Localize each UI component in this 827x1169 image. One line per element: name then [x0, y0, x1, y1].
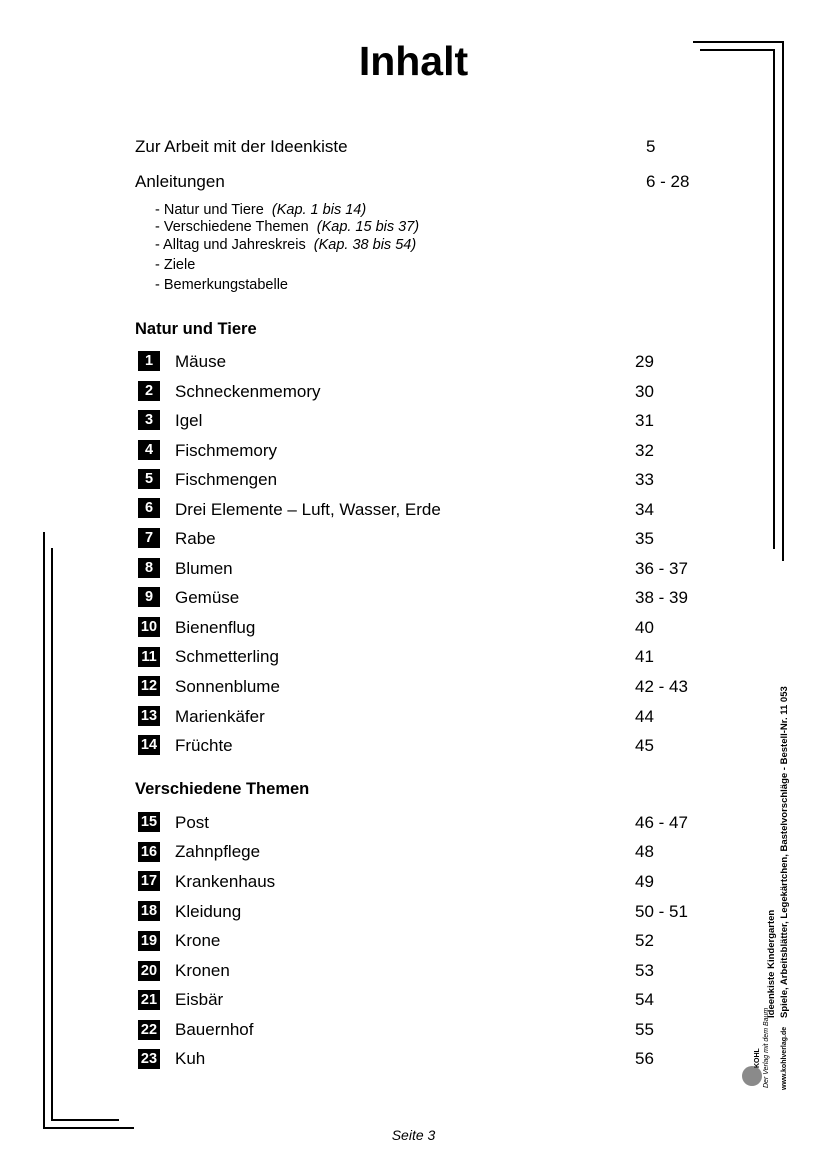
chapter-number: 8 [138, 558, 160, 578]
page-number: Seite 3 [391, 1127, 436, 1143]
toc-entry-label: Anleitungen [135, 172, 225, 191]
frame-line-right-outer [782, 41, 784, 561]
chapter-number: 14 [138, 735, 160, 755]
chapter-page: 50 - 51 [635, 902, 688, 921]
sub-item: - Bemerkungstabelle [155, 277, 288, 293]
frame-line-bottom-inner [51, 1119, 119, 1121]
chapter-page: 29 [635, 352, 654, 371]
chapter-title: Drei Elemente – Luft, Wasser, Erde [175, 500, 441, 519]
section-heading: Verschiedene Themen [135, 780, 310, 798]
chapter-number: 16 [138, 842, 160, 862]
chapter-title: Schmetterling [175, 647, 279, 666]
chapter-page: 33 [635, 470, 654, 489]
chapter-number: 4 [138, 440, 160, 460]
chapter-page: 41 [635, 647, 654, 666]
chapter-title: Post [175, 813, 210, 832]
chapter-page: 30 [635, 382, 654, 401]
chapter-page: 44 [635, 707, 654, 726]
chapter-page: 42 - 43 [635, 677, 688, 696]
tree-logo-icon [742, 1066, 762, 1086]
chapter-number: 20 [138, 961, 160, 981]
chapter-page: 34 [635, 500, 654, 519]
chapter-title: Schneckenmemory [175, 382, 321, 401]
frame-line-left-inner [51, 548, 53, 1120]
chapter-number: 9 [138, 587, 160, 607]
publisher-name: KOHL [754, 1048, 761, 1068]
chapter-page: 55 [635, 1020, 654, 1039]
frame-line-top-outer [693, 41, 784, 43]
chapter-number: 19 [138, 931, 160, 951]
chapter-page: 40 [635, 618, 654, 637]
chapter-number: 6 [138, 498, 160, 518]
chapter-title: Kleidung [175, 902, 242, 921]
chapter-page: 31 [635, 411, 654, 430]
chapter-number: 3 [138, 410, 160, 430]
chapter-page: 49 [635, 872, 654, 891]
chapter-title: Bienenflug [175, 618, 256, 637]
chapter-page: 52 [635, 931, 654, 950]
sub-item: - Natur und Tiere (Kap. 1 bis 14) [155, 202, 367, 218]
chapter-page: 45 [635, 736, 654, 755]
side-subtitle-line: Spiele, Arbeitsblätter, Legekärtchen, Bastelvorschläge - Bestell-Nr. 11 053 [779, 686, 790, 1018]
chapter-page: 56 [635, 1049, 654, 1068]
page-title: Inhalt [358, 38, 469, 84]
chapter-page: 36 - 37 [635, 559, 688, 578]
publisher-url: www.kohlverlag.de [781, 1026, 788, 1090]
chapter-number: 23 [138, 1049, 160, 1069]
chapter-page: 46 - 47 [635, 813, 688, 832]
chapter-title: Früchte [175, 736, 233, 755]
sub-item: - Alltag und Jahreskreis (Kap. 38 bis 54) [155, 237, 417, 253]
chapter-page: 35 [635, 529, 654, 548]
frame-line-right-inner [773, 49, 775, 549]
chapter-number: 2 [138, 381, 160, 401]
chapter-number: 1 [138, 351, 160, 371]
chapter-title: Krankenhaus [175, 872, 276, 891]
chapter-number: 5 [138, 469, 160, 489]
chapter-page: 48 [635, 842, 654, 861]
chapter-number: 21 [138, 990, 160, 1010]
chapter-title: Eisbär [175, 990, 224, 1009]
chapter-number: 15 [138, 812, 160, 832]
section-heading: Natur und Tiere [135, 320, 257, 338]
frame-line-left-outer [43, 532, 45, 1129]
sub-item: - Ziele [155, 257, 196, 273]
chapter-title: Fischmengen [175, 470, 278, 489]
chapter-title: Kuh [175, 1049, 206, 1068]
chapter-page: 54 [635, 990, 654, 1009]
frame-line-top-inner [700, 49, 775, 51]
chapter-page: 53 [635, 961, 654, 980]
chapter-number: 13 [138, 706, 160, 726]
sub-item: - Verschiedene Themen (Kap. 15 bis 37) [155, 219, 420, 235]
chapter-title: Kronen [175, 961, 230, 980]
chapter-number: 12 [138, 676, 160, 696]
chapter-page: 38 - 39 [635, 588, 688, 607]
side-publisher-text-2 [779, 686, 791, 1018]
chapter-number: 11 [138, 647, 160, 667]
chapter-title: Igel [175, 411, 203, 430]
side-title-line: Ideenkiste Kindergarten [766, 909, 777, 1018]
chapter-title: Bauernhof [175, 1020, 254, 1039]
toc-entry-label: Zur Arbeit mit der Ideenkiste [135, 137, 348, 156]
chapter-title: Mäuse [175, 352, 227, 371]
chapter-title: Rabe [175, 529, 216, 548]
publisher-slogan: Der Verlag mit dem Baum [763, 1007, 770, 1088]
chapter-number: 22 [138, 1020, 160, 1040]
chapter-title: Fischmemory [175, 441, 278, 460]
chapter-title: Krone [175, 931, 221, 950]
chapter-title: Blumen [175, 559, 233, 578]
chapter-page: 32 [635, 441, 654, 460]
chapter-number: 17 [138, 871, 160, 891]
chapter-number: 7 [138, 528, 160, 548]
chapter-number: 10 [138, 617, 160, 637]
chapter-title: Zahnpflege [175, 842, 261, 861]
chapter-title: Sonnenblume [175, 677, 280, 696]
chapter-title: Gemüse [175, 588, 240, 607]
chapter-title: Marienkäfer [175, 707, 265, 726]
side-publisher-text [766, 910, 778, 1018]
chapter-number: 18 [138, 901, 160, 921]
toc-entry-page: 5 [646, 137, 656, 156]
toc-entry-page: 6 - 28 [646, 172, 690, 191]
